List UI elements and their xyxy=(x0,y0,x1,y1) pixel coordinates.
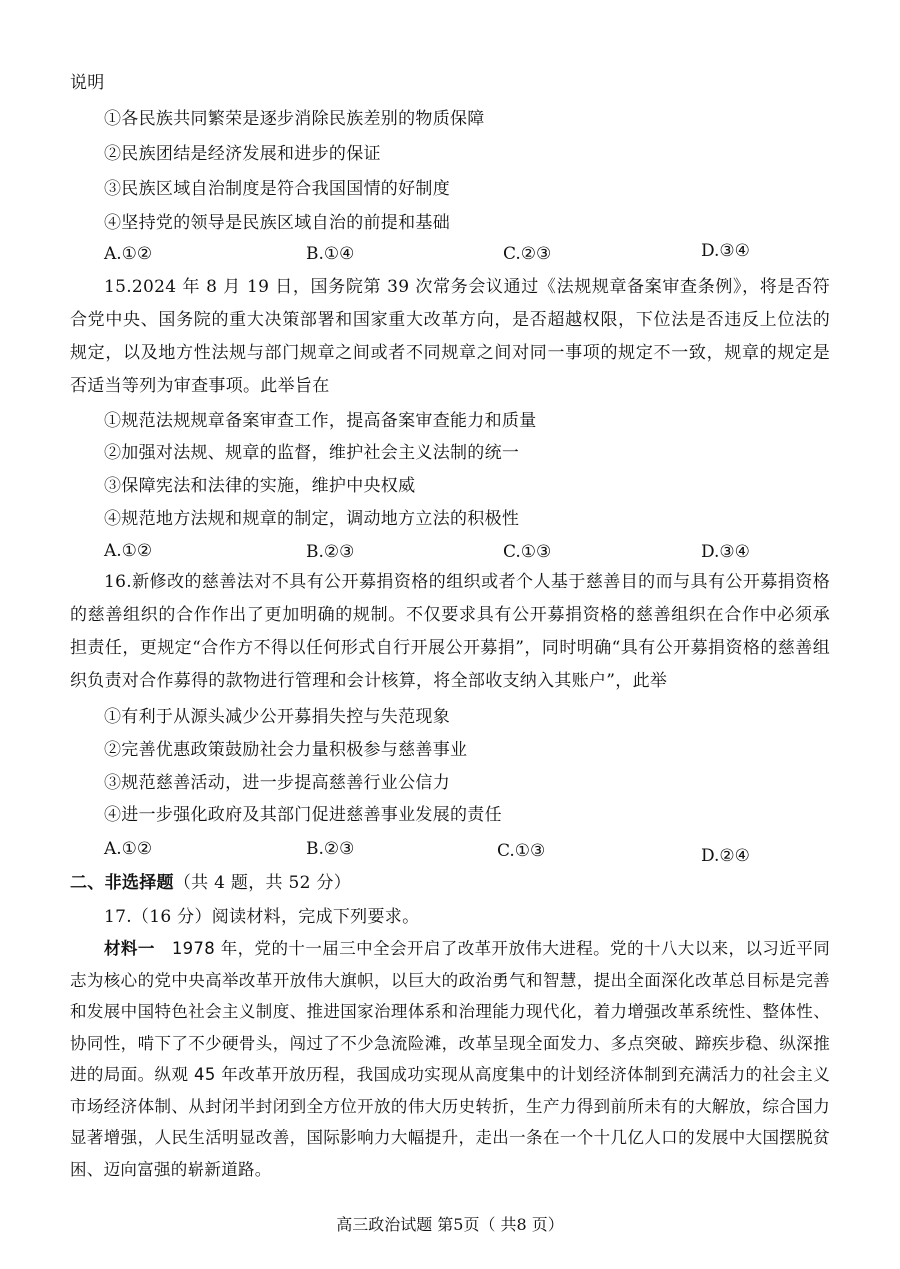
statement-item: ①规范法规规章备案审查工作，提高备案审查能力和质量 xyxy=(104,411,537,431)
section-2-heading xyxy=(70,872,351,894)
statement-item: ③民族区域自治制度是符合我国国情的好制度 xyxy=(104,179,450,199)
statement-item: ④规范地方法规和规章的制定，调动地方立法的积极性 xyxy=(104,509,520,529)
option-b: B.②③ xyxy=(306,542,355,562)
statement-item: ①各民族共同繁荣是逐步消除民族差别的物质保障 xyxy=(104,109,485,129)
statement-item: ②加强对法规、规章的监督，维护社会主义法制的统一 xyxy=(104,443,520,463)
question-15-stem: 15.2024 年 8 月 19 日，国务院第 39 次常务会议通过《法规规章备案审查条例》，将是否符合党中央、国务院的重大决策部署和国家重大改革方向，是否超越权限，下位法是否违反上位法的规定，以及地方性法规与部门规章之间或者不同规章之间对同一事项的规定不一致，规章的规定是否适当等列为审查事项。此举旨在 xyxy=(70,277,830,396)
option-a: A.①② xyxy=(104,839,153,859)
option-b: B.①④ xyxy=(306,244,355,264)
option-a: A.①② xyxy=(104,541,153,561)
option-b: B.②③ xyxy=(306,839,355,859)
statement-item: ③规范慈善活动，进一步提高慈善行业公信力 xyxy=(104,773,450,793)
statement-item: ④坚持党的领导是民族区域自治的前提和基础 xyxy=(104,213,450,233)
option-d: D.③④ xyxy=(701,542,750,562)
option-c: C.②③ xyxy=(503,244,552,264)
section-2-title: 二、非选择题 xyxy=(70,873,174,893)
statement-item: ①有利于从源头减少公开募捐失控与失范现象 xyxy=(104,707,450,727)
question-17-stem: 17.（16 分）阅读材料，完成下列要求。 xyxy=(104,907,420,927)
material-text: 1978 年，党的十一届三中全会开启了改革开放伟大进程。党的十八大以来，以习近平同志为核心的党中央高举改革开放伟大旗帜，以巨大的政治勇气和智慧，提出全面深化改革总目标是完善和发展中国特色社会主义制度、推进国家治理体系和治理能力现代化，着力增强改革系统性、整体性、协同性，啃下了不少硬骨头，闯过了不少急流险滩，改革呈现全面发力、多点突破、蹄疾步稳、纵深推进的局面。纵观 45 年改革开放历程，我国成功实现从高度集中的计划经济体制到充满活力的社会主义市场经济体制、从封闭半封闭到全方位开放的伟大历史转折，生产力得到前所未有的大解放，综合国力显著增强，人民生活明显改善，国际影响力大幅提升，走出一条在一个十几亿人口的发展中大国摆脱贫困、迈向富强的崭新道路。 xyxy=(70,939,830,1179)
option-d: D.②④ xyxy=(701,846,750,866)
option-a: A.①② xyxy=(104,244,153,264)
statement-item: ③保障宪法和法律的实施，维护中央权威 xyxy=(104,476,416,496)
material-one xyxy=(70,933,830,1185)
statement-item: ②民族团结是经济发展和进步的保证 xyxy=(104,144,381,164)
option-c: C.①③ xyxy=(497,841,546,861)
section-2-note: （共 4 题，共 52 分） xyxy=(173,873,352,893)
statement-item: ④进一步强化政府及其部门促进慈善事业发展的责任 xyxy=(104,805,502,825)
section-heading: 说明 xyxy=(70,73,105,93)
option-c: C.①③ xyxy=(503,542,552,562)
page-footer: 高三政治试题 第5页（ 共8 页） xyxy=(336,1215,564,1234)
material-label: 材料一 xyxy=(104,939,155,958)
option-d: D.③④ xyxy=(701,241,750,261)
question-16-stem: 16.新修改的慈善法对不具有公开募捐资格的组织或者个人基于慈善目的而与具有公开募捐资格的慈善组织的合作作出了更加明确的规制。不仅要求具有公开募捐资格的慈善组织在合作中必须承担责任，更规定“合作方不得以任何形式自行开展公开募捐”，同时明确“具有公开募捐资格的慈善组织负责对合作募得的款物进行管理和会计核算，将全部收支纳入其账户”，此举 xyxy=(70,572,830,691)
statement-item: ②完善优惠政策鼓励社会力量积极参与慈善事业 xyxy=(104,740,468,760)
